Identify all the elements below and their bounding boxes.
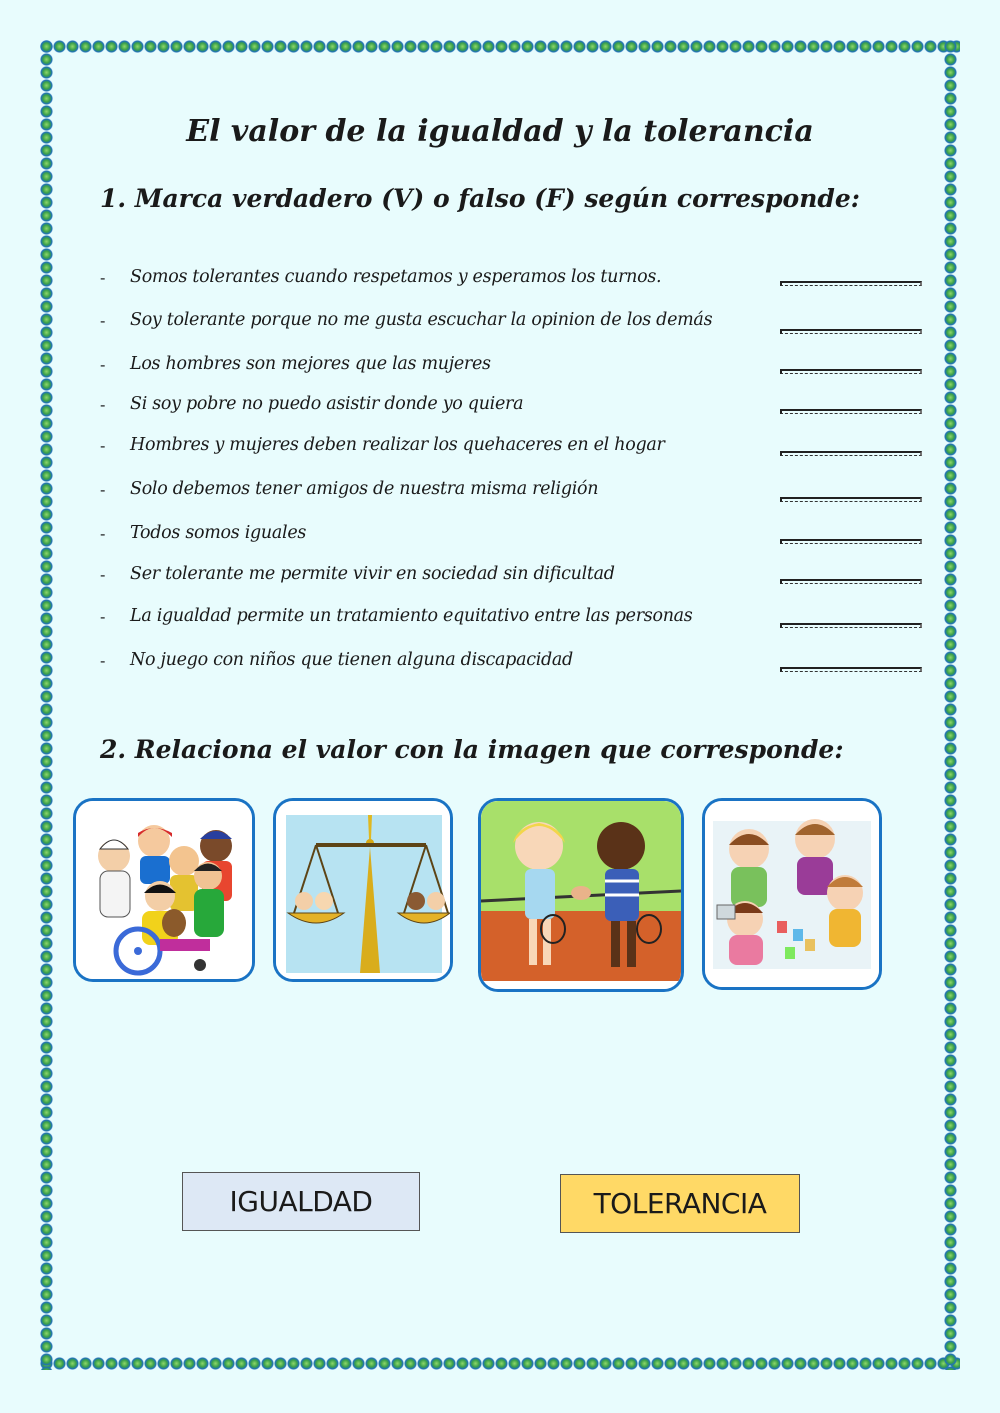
answer-field[interactable]	[780, 579, 922, 584]
statement-item	[100, 344, 922, 384]
decorative-border-right	[944, 40, 957, 1370]
bullet-dash: -	[100, 310, 106, 330]
bullet-dash: -	[100, 606, 106, 626]
bullet-dash: -	[100, 354, 106, 374]
statement-text: Solo debemos tener amigos de nuestra misma religión	[130, 479, 599, 499]
igualdad-label-box[interactable]: IGUALDAD	[182, 1172, 420, 1231]
image-card-playing[interactable]	[702, 798, 882, 990]
decorative-border-left	[40, 40, 53, 1370]
bullet-dash: -	[100, 394, 106, 414]
bullet-dash: -	[100, 650, 106, 670]
image-card-balance[interactable]	[273, 798, 453, 982]
statement-text: Hombres y mujeres deben realizar los quehaceres en el hogar	[130, 435, 665, 455]
answer-field[interactable]	[780, 281, 922, 286]
bullet-dash: -	[100, 523, 106, 543]
answer-field[interactable]	[780, 369, 922, 374]
bullet-dash: -	[100, 564, 106, 584]
answer-field[interactable]	[780, 667, 922, 672]
statement-text: Soy tolerante porque no me gusta escuchar la opinion de los demás	[130, 310, 713, 330]
bullet-dash: -	[100, 479, 106, 499]
answer-field[interactable]	[780, 539, 922, 544]
question-1-heading: 1. Marca verdadero (V) o falso (F) según corresponde:	[100, 184, 861, 213]
statement-item	[100, 384, 922, 424]
decorative-border-bottom	[40, 1357, 960, 1370]
children-playing-cards-illustration	[705, 801, 879, 987]
image-card-handshake[interactable]	[478, 798, 684, 992]
balance-scale-illustration	[276, 801, 450, 979]
statement-item	[100, 638, 922, 682]
statement-text: Ser tolerante me permite vivir en sociedad sin dificultad	[130, 564, 615, 584]
bullet-dash: -	[100, 435, 106, 455]
statement-item	[100, 594, 922, 638]
diverse-children-illustration	[76, 801, 252, 979]
statement-item	[100, 466, 922, 512]
statement-list	[100, 258, 922, 682]
tolerancia-label-box[interactable]: TOLERANCIA	[560, 1174, 800, 1233]
statement-text: No juego con niños que tienen alguna discapacidad	[130, 650, 573, 670]
question-2-heading: 2. Relaciona el valor con la imagen que corresponde:	[100, 735, 844, 764]
children-handshake-tennis-illustration	[481, 801, 681, 989]
statement-text: Todos somos iguales	[130, 523, 307, 543]
statement-text: Los hombres son mejores que las mujeres	[130, 354, 491, 374]
statement-text: Somos tolerantes cuando respetamos y esperamos los turnos.	[130, 267, 662, 287]
answer-field[interactable]	[780, 623, 922, 628]
answer-field[interactable]	[780, 329, 922, 334]
statement-item	[100, 424, 922, 466]
statement-item	[100, 296, 922, 344]
statement-item	[100, 554, 922, 594]
statement-text: La igualdad permite un tratamiento equitativo entre las personas	[130, 606, 693, 626]
statement-text: Si soy pobre no puedo asistir donde yo quiera	[130, 394, 524, 414]
bullet-dash: -	[100, 267, 106, 287]
answer-field[interactable]	[780, 409, 922, 414]
statement-item	[100, 512, 922, 554]
image-card-diversity[interactable]	[73, 798, 255, 982]
answer-field[interactable]	[780, 497, 922, 502]
decorative-border-top	[40, 40, 960, 53]
page-title: El valor de la igualdad y la tolerancia	[186, 114, 814, 149]
answer-field[interactable]	[780, 451, 922, 456]
statement-item	[100, 258, 922, 296]
